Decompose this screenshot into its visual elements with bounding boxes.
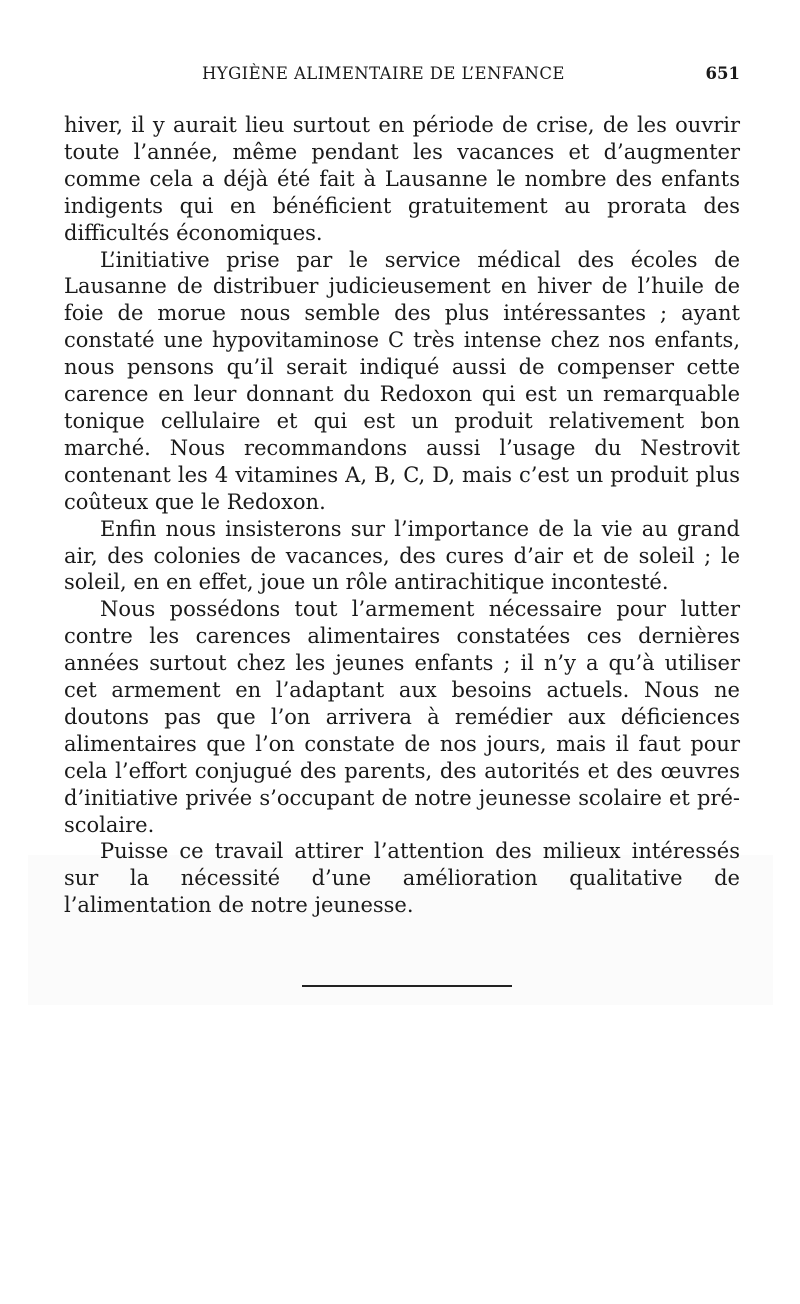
running-header bbox=[64, 64, 740, 92]
paragraph-conclusion: Puisse ce travail attirer l’attention des milieux intéressés sur la nécessité d’une amélioration qualitative de l’alimentation de notre jeunesse. bbox=[64, 839, 740, 918]
paragraph-armement: Nous possédons tout l’armement nécessaire pour lutter contre les carences alimentaires constatées ces dernières années surtout chez les jeunes enfants ; il n’y a qu’à utiliser cet armement en l’adaptant aux besoins actuels. Nous ne doutons pas que l’on arrivera à remédier aux déficiences alimentaires que l’on constate de nos jours, mais il faut pour cela l’effort conjugué des parents, des autorités et des œuvres d’initiative privée s’occupant de notre jeunesse scolaire et pré-scolaire. bbox=[64, 597, 740, 837]
body-text bbox=[64, 112, 740, 919]
running-title: HYGIÈNE ALIMENTAIRE DE L’ENFANCE bbox=[202, 64, 565, 83]
paragraph-continuation: hiver, il y aurait lieu surtout en période de crise, de les ouvrir toute l’année, même pendant les vacances et d’augmenter comme cela a déjà été fait à Lausanne le nombre des enfants indigents qui en bénéficient gratuitement au prorata des difficultés économiques. bbox=[64, 113, 740, 245]
page-number: 651 bbox=[705, 64, 740, 83]
paragraph-initiative-lausanne: L’initiative prise par le service médical des écoles de Lausanne de distribuer judicieusement en hiver de l’huile de foie de morue nous semble des plus intéressantes ; ayant constaté une hypovitaminose C très intense chez nos enfants, nous pensons qu’il serait indiqué aussi de compenser cette carence en leur donnant du Redoxon qui est un remarquable tonique cellulaire et qui est un produit relativement bon marché. Nous recommandons aussi l’usage du Nestrovit contenant les 4 vitamines A, B, C, D, mais c’est un produit plus coûteux que le Redoxon. bbox=[64, 247, 740, 514]
paragraph-grand-air: Enfin nous insisterons sur l’importance de la vie au grand air, des colonies de vacances, des cures d’air et de soleil ; le soleil, en en effet, joue un rôle antirachitique incontesté. bbox=[64, 516, 740, 595]
section-end-rule bbox=[302, 985, 512, 987]
